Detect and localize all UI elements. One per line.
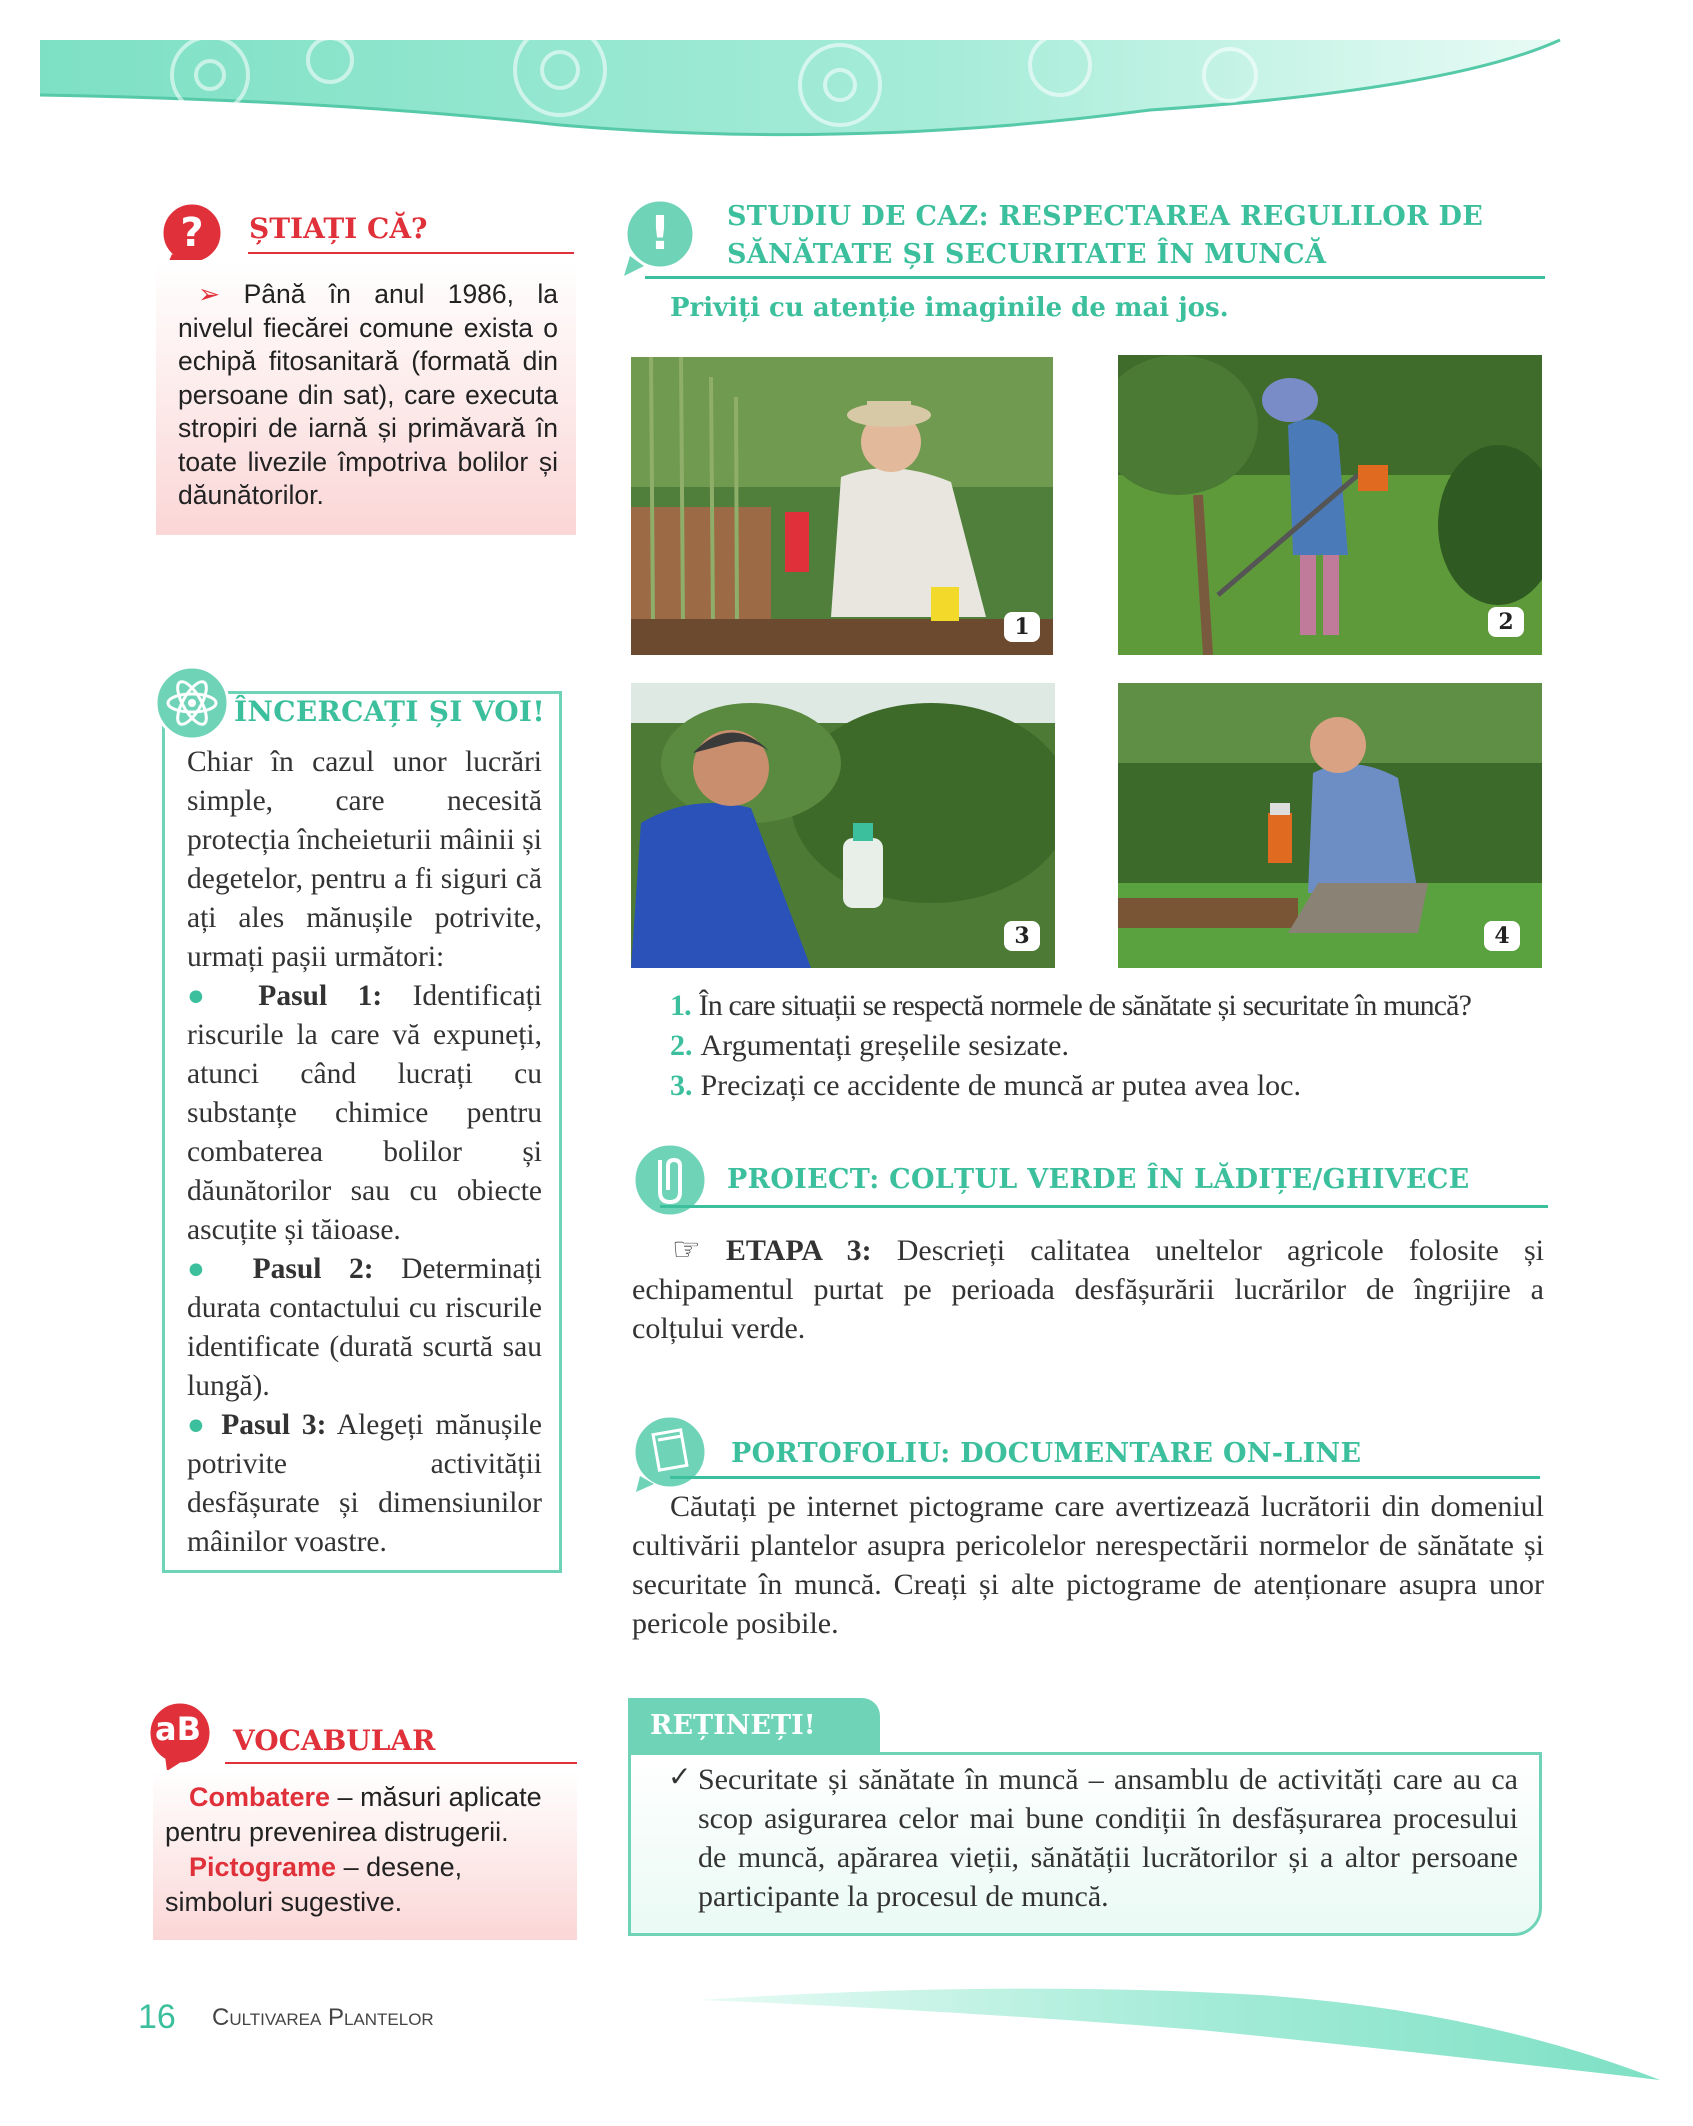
case-study-rule <box>645 276 1545 279</box>
remember-text: Securitate și sănătate în muncă – ansamblu de activități care au ca scop asigurarea celor mai bune condiții în desfășurarea procesului de muncă, apărarea vieții, sănătății lucrătorilor și a altor persoane participante la procesul de muncă. <box>698 1763 1518 1913</box>
project-title: PROIECT: COLȚUL VERDE ÎN LĂDIȚE/GHIVECE <box>727 1164 1470 1195</box>
remember-title: REȚINEȚI! <box>650 1710 816 1741</box>
photo-number-badge: 1 <box>1004 612 1040 642</box>
vocabulary-box <box>145 1700 577 1940</box>
vocab-item-pictograme: Pictograme – desene, simboluri sugestive. <box>165 1852 463 1917</box>
question-1: 1. În care situații se respectă normele de sănătate și securitate în muncă? <box>670 989 1472 1022</box>
remember-box <box>628 1698 1548 1943</box>
bullet-icon: ● <box>187 1409 222 1441</box>
bullet-icon: ● <box>187 980 259 1012</box>
question-2: 2. Argumentați greșelile sesizate. <box>670 1029 1069 1062</box>
case-study-icon: ! <box>620 192 698 278</box>
try-it-content <box>187 743 542 1562</box>
vocab-item-combatere: Combatere – măsuri aplicate pentru prevenirea distrugerii. <box>165 1782 542 1847</box>
portfolio-title: PORTOFOLIU: DOCUMENTARE ON-LINE <box>731 1438 1362 1469</box>
did-you-know-box <box>156 200 576 535</box>
vocabulary-title: VOCABULAR <box>233 1724 436 1757</box>
portfolio-text: Căutați pe internet pictograme care avertizează lucrătorii din domeniul cultivării plantelor asupra pericolelor nerespectării normelor de sănătate și securitate în muncă. Creați și alte pictograme de atenționare asupra unor pericole posibile. <box>632 1490 1544 1640</box>
arrow-icon: ➢ <box>198 279 221 309</box>
photo-number-badge: 4 <box>1484 921 1520 951</box>
checkmark-icon: ✓ <box>668 1760 692 1793</box>
try-it-intro: Chiar în cazul unor lucrări simple, care necesită protecția încheieturii mâinii și degetelor, pentru a fi siguri că ați ales mănușile potrivite, urmați pașii următori: <box>187 746 542 973</box>
did-you-know-rule <box>248 252 574 254</box>
portfolio-rule <box>670 1476 1540 1479</box>
vocabulary-list <box>165 1780 565 1920</box>
project-text: ☞ ETAPA 3: Descrieți calitatea uneltelor agricole folosite și echipamentul purtat pe perioada desfășurării lucrărilor de îngrijire a colțului verde. <box>632 1231 1545 1345</box>
portfolio-icon <box>630 1410 714 1494</box>
case-study-questions <box>670 986 1570 1106</box>
bullet-icon: ● <box>187 1253 253 1285</box>
did-you-know-title: ȘTIAȚI CĂ? <box>249 212 428 245</box>
paperclip-icon <box>630 1140 714 1220</box>
pointing-hand-icon: ☞ <box>672 1231 701 1267</box>
case-study-subtitle: Priviți cu atenție imaginile de mai jos. <box>670 293 1229 323</box>
try-it-box <box>152 683 567 1583</box>
photo-2 <box>1118 355 1542 655</box>
chapter-title: Cultivarea Plantelor <box>212 2004 434 2031</box>
page-number: 16 <box>138 1998 176 2036</box>
header-banner <box>0 0 1693 160</box>
question-3: 3. Precizați ce accidente de muncă ar putea avea loc. <box>670 1069 1301 1102</box>
step-1: ● Pasul 1: Identificați riscurile la care vă expuneți, atunci când lucrați cu substanțe chimice pentru combaterea bolilor și dăunătorilor sau cu obiecte ascuțite și tăioase. <box>187 980 542 1246</box>
try-it-title: ÎNCERCAȚI ȘI VOI! <box>234 695 545 728</box>
atom-icon <box>152 663 232 743</box>
ab-icon: aB <box>145 1700 215 1772</box>
photo-1 <box>631 357 1053 655</box>
photo-number-badge: 2 <box>1488 607 1524 637</box>
project-rule <box>660 1205 1548 1208</box>
footer-wave <box>700 1980 1660 2090</box>
step-2: ● Pasul 2: Determinați durata contactului cu riscurile identificate (durată scurtă sau lungă). <box>187 1253 542 1402</box>
photo-3 <box>631 683 1055 968</box>
case-study-title: STUDIU DE CAZ: RESPECTAREA REGULILOR DE SĂNĂTATE ȘI SECURITATE ÎN MUNCĂ <box>727 201 1484 270</box>
photo-number-badge: 3 <box>1004 921 1040 951</box>
vocabulary-rule <box>225 1762 577 1764</box>
step-3: ● Pasul 3: Alegeți mănușile potrivite activității desfășurate și dimensiunilor mâinilor voastre. <box>187 1409 542 1558</box>
svg-text:?: ? <box>180 210 204 256</box>
did-you-know-text: ➢ Până în anul 1986, la nivelul fiecărei comune exista o echipă fitosanitară (formată din persoane din sat), care executa stropiri de iarnă și primăvară în toate livezile împotriva bolilor și dăunătorilor. <box>178 279 558 510</box>
photo-4 <box>1118 683 1542 968</box>
